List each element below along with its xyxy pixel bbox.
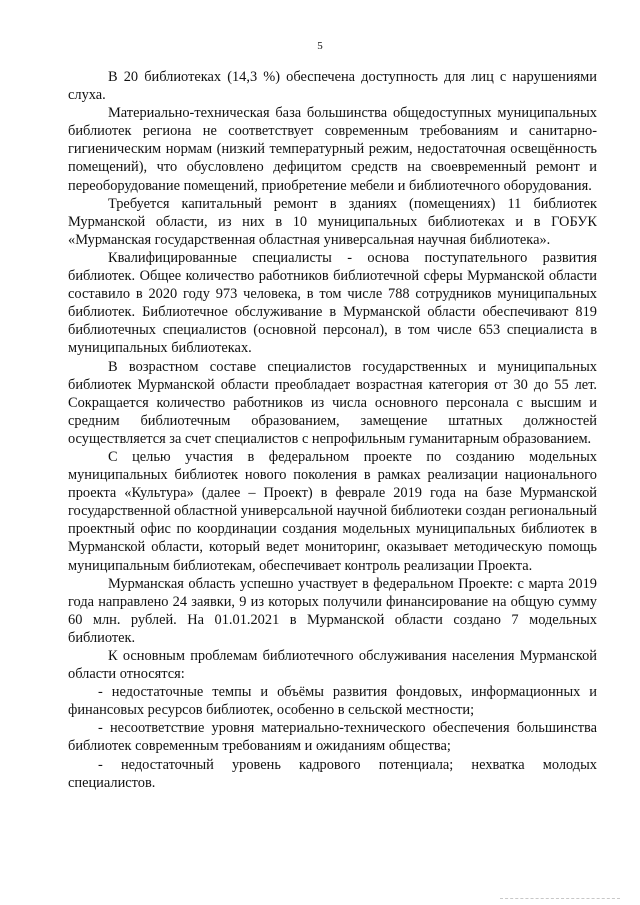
list-item-equipment: - несоответствие уровня материально-технического обеспечения большинства библиотек современным требованиям и ожиданиям общества; — [68, 720, 597, 755]
paragraph-project-results: Мурманская область успешно участвует в федеральном Проекте: с марта 2019 года направлено 24 заявки, 9 из которых получили финансирование на общую сумму 60 млн. рублей. На 01.01.2021 в Мурманской области создано 7 модельных библиотек. — [68, 575, 597, 646]
scan-edge-marks — [500, 898, 620, 901]
list-item-resources: - недостаточные темпы и объёмы развития фондовых, информационных и финансовых ресурсов библиотек, особенно в сельской местности; — [68, 684, 597, 719]
document-body — [68, 68, 597, 792]
paragraph-staff-age: В возрастном составе специалистов государственных и муниципальных библиотек Мурманской области преобладает возрастная категория от 30 до 55 лет. Сокращается количество работников из числа основного персонала с высшим и средним библиотечным образованием, замещение штатных должностей осуществляется за счет специалистов с непрофильным гуманитарным образованием. — [68, 358, 597, 447]
page-number: 5 — [317, 40, 323, 52]
paragraph-problems-intro: К основным проблемам библиотечного обслуживания населения Мурманской области относятся: — [68, 648, 597, 683]
list-item-personnel: - недостаточный уровень кадрового потенциала; нехватка молодых специалистов. — [68, 756, 597, 791]
paragraph-staff-numbers: Квалифицированные специалисты - основа поступательного развития библиотек. Общее количество работников библиотечной сферы Мурманской области составило в 2020 году 973 человека, в том числе 788 сотрудников муниципальных библиотек. Библиотечное обслуживание в Мурманской области обеспечивают 819 библиотечных специалистов (основной персонал), в том числе 653 специалиста в муниципальных библиотеках. — [68, 249, 597, 357]
paragraph-model-libraries-project: С целью участия в федеральном проекте по созданию модельных муниципальных библиотек нового поколения в рамках реализации национального проекта «Культура» (далее – Проект) в феврале 2019 года на базе Мурманской государственной областной универсальной научной библиотеки создан региональный проектный офис по координации создания модельных муниципальных библиотек в Мурманской области, который ведет мониторинг, оказывает методическую помощь муниципальным библиотекам, обеспечивает контроль реализации Проекта. — [68, 448, 597, 574]
paragraph-material-base: Материально-техническая база большинства общедоступных муниципальных библиотек региона не соответствует современным требованиям и санитарно-гигиеническим нормам (низкий температурный режим, недостаточная освещённость помещений), что обусловлено дефицитом средств на своевременный ремонт и переоборудование помещений, приобретение мебели и библиотечного оборудования. — [68, 105, 597, 194]
paragraph-hearing-accessibility: В 20 библиотеках (14,3 %) обеспечена доступность для лиц с нарушениями слуха. — [68, 69, 597, 104]
paragraph-capital-repair: Требуется капитальный ремонт в зданиях (помещениях) 11 библиотек Мурманской области, из них в 10 муниципальных библиотеках и в ГОБУК «Мурманская государственная областная универсальная научная библиотека». — [68, 195, 597, 248]
